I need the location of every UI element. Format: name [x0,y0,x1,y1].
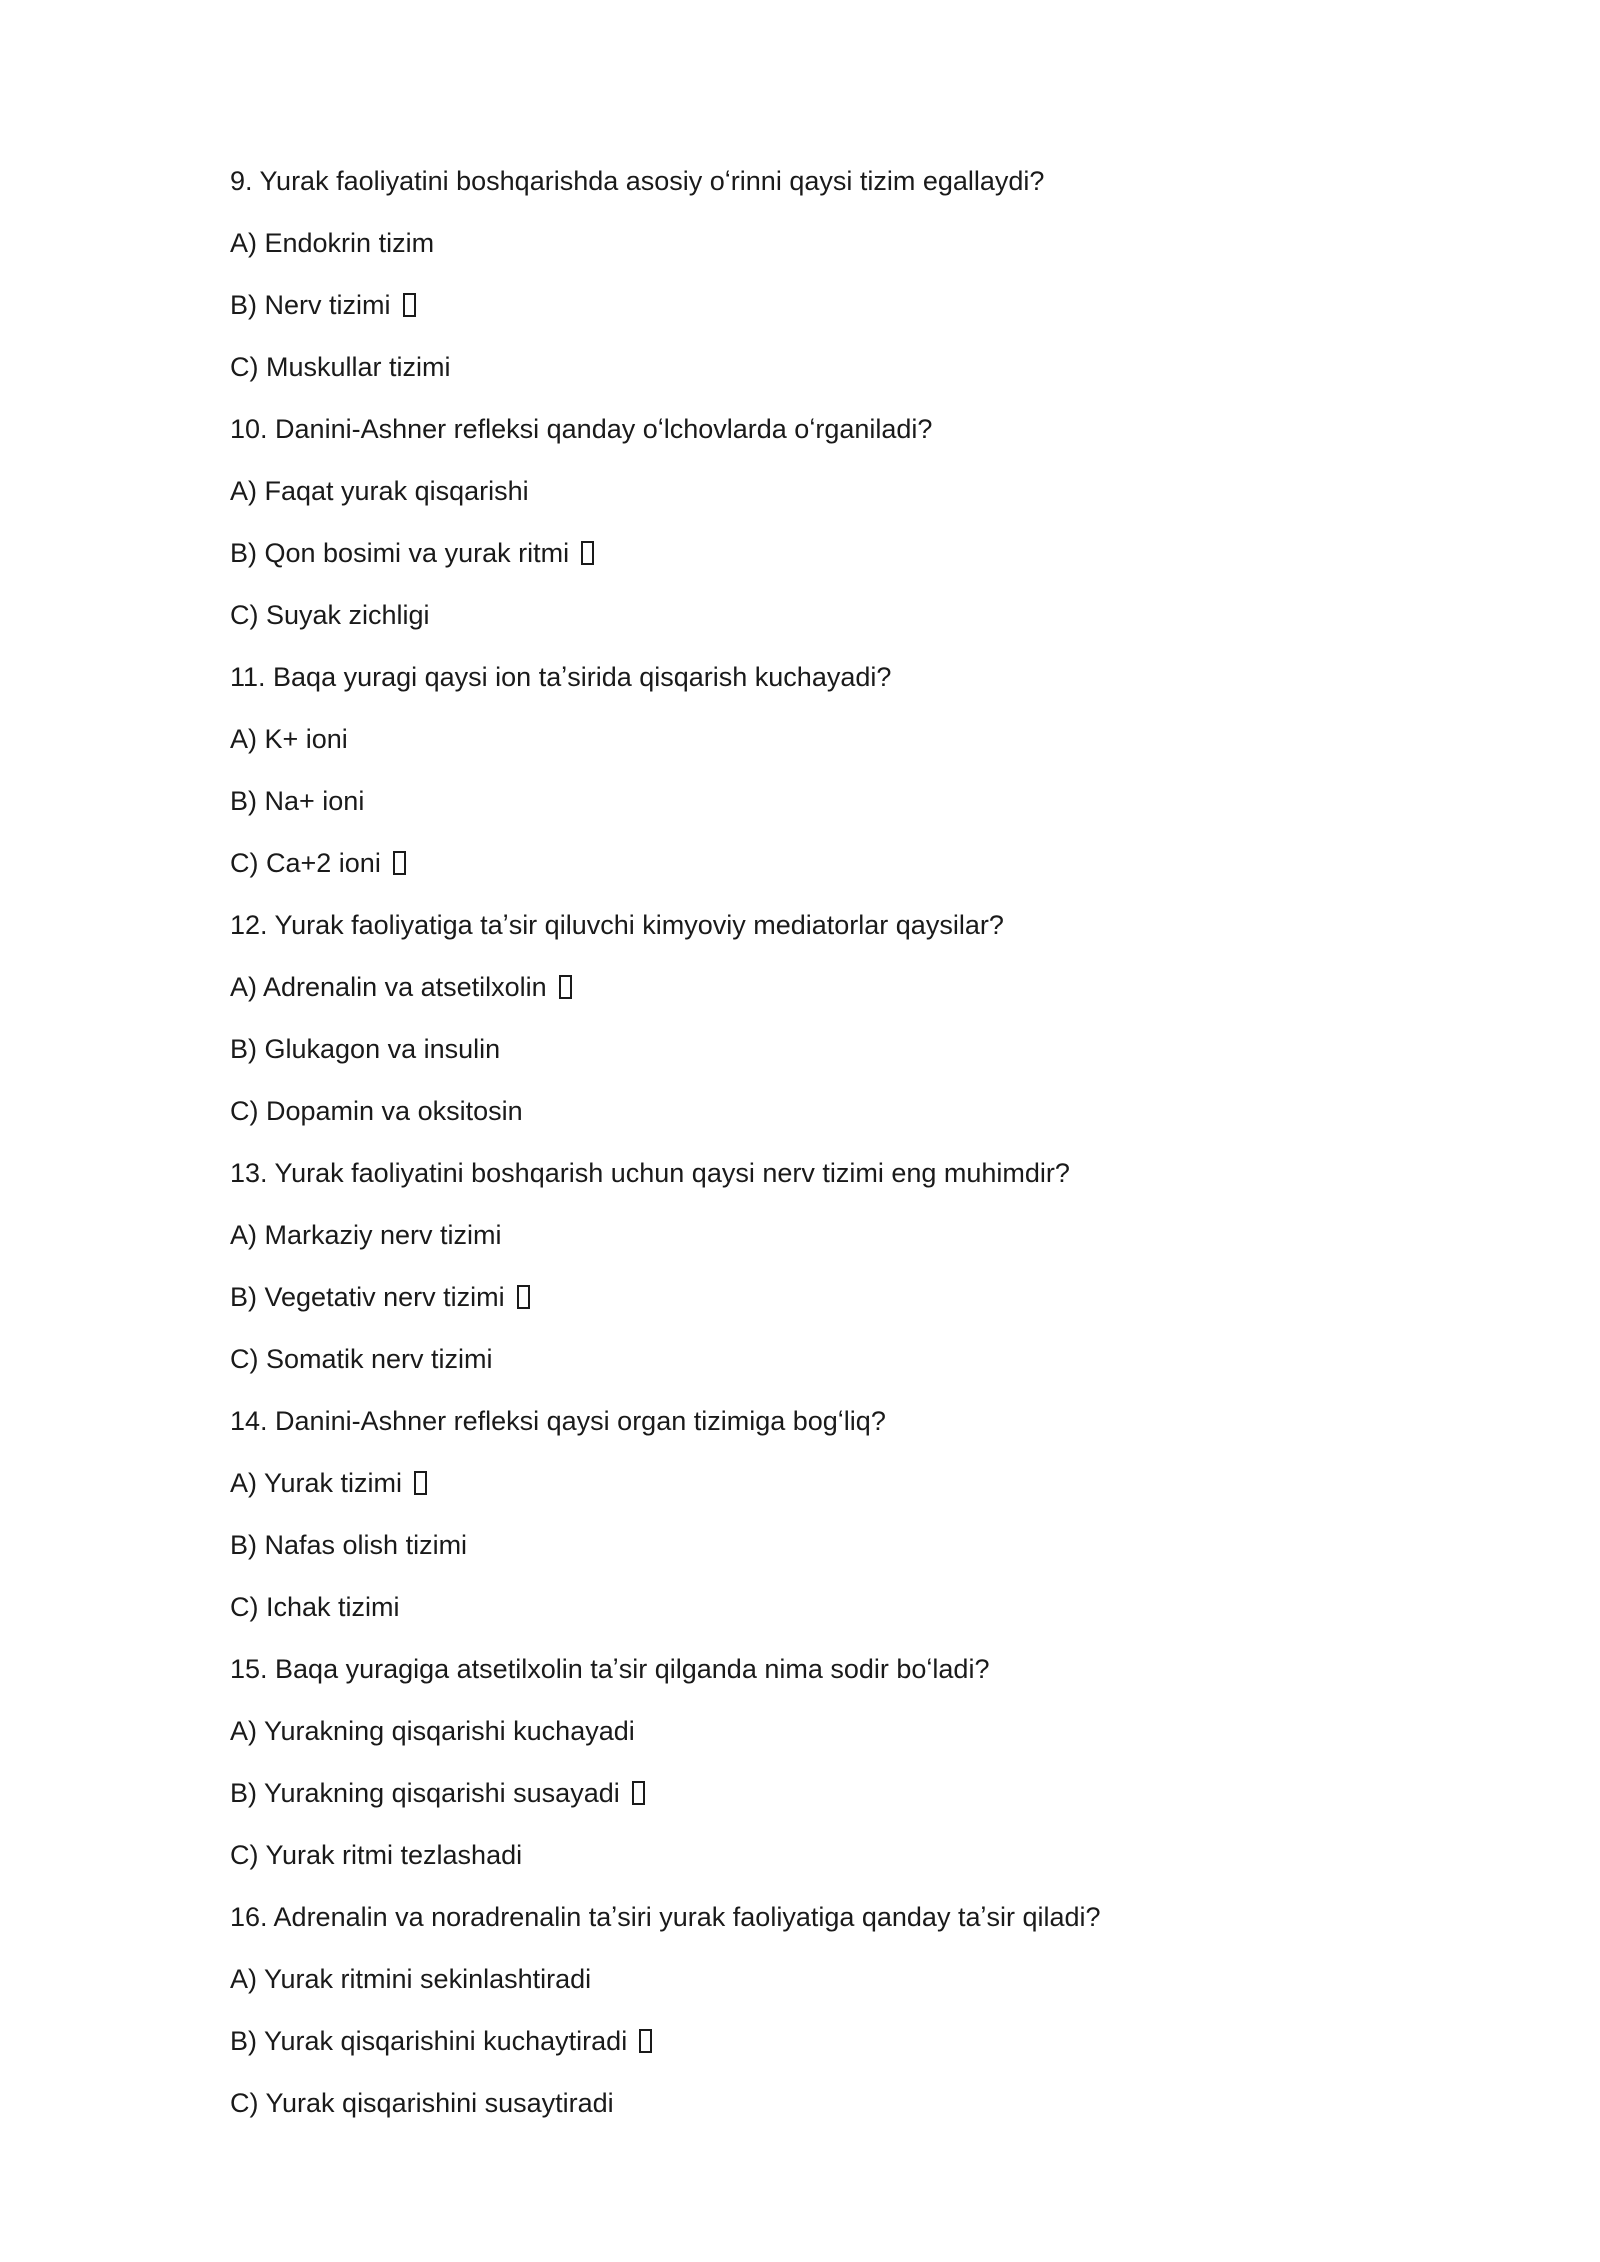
question-text [230,1142,1430,1204]
answer-option [230,1948,1430,2010]
question-text [230,894,1430,956]
correct-answer-mark-icon [403,293,416,317]
question-label: 10. Danini-Ashner refleksi qanday oʻlchovlarda oʻrganiladi? [230,413,933,444]
answer-option [230,1204,1430,1266]
answer-option [230,770,1430,832]
question-text [230,150,1430,212]
answer-option-label: A) Faqat yurak qisqarishi [230,475,529,506]
answer-option-label: B) Nerv tizimi [230,289,391,320]
correct-answer-mark-icon [581,541,594,565]
answer-option-label: B) Nafas olish tizimi [230,1529,468,1560]
answer-option [230,832,1430,894]
answer-option-label: C) Muskullar tizimi [230,351,451,382]
correct-answer-mark-icon [559,975,572,999]
answer-option [230,1514,1430,1576]
answer-option-label: C) Suyak zichligi [230,599,430,630]
correct-answer-mark-icon [632,1781,645,1805]
answer-option-label: C) Dopamin va oksitosin [230,1095,523,1126]
answer-option-label: A) Yurak tizimi [230,1467,403,1498]
answer-option-label: B) Yurakning qisqarishi susayadi [230,1777,620,1808]
correct-answer-mark-icon [414,1471,427,1495]
answer-option-label: B) Yurak qisqarishini kuchaytiradi [230,2025,628,2056]
answer-option [230,522,1430,584]
answer-option-label: A) Yurakning qisqarishi kuchayadi [230,1715,635,1746]
answer-option-label: C) Yurak ritmi tezlashadi [230,1839,523,1870]
answer-option-label: C) Ca+2 ioni [230,847,381,878]
answer-option-label: A) Endokrin tizim [230,227,435,258]
answer-option-label: B) Vegetativ nerv tizimi [230,1281,505,1312]
correct-answer-mark-icon [639,2029,652,2053]
answer-option [230,212,1430,274]
answer-option [230,1700,1430,1762]
question-label: 16. Adrenalin va noradrenalin taʼsiri yurak faoliyatiga qanday taʼsir qiladi? [230,1901,1101,1932]
question-label: 15. Baqa yuragiga atsetilxolin taʼsir qilganda nima sodir boʻladi? [230,1653,990,1684]
answer-option [230,2072,1430,2134]
answer-option [230,336,1430,398]
answer-option [230,1452,1430,1514]
question-text [230,398,1430,460]
answer-option-label: A) Yurak ritmini sekinlashtiradi [230,1963,592,1994]
answer-option [230,956,1430,1018]
answer-option [230,460,1430,522]
answer-option-label: C) Ichak tizimi [230,1591,400,1622]
answer-option [230,1576,1430,1638]
correct-answer-mark-icon [393,851,406,875]
answer-option-label: A) Markaziy nerv tizimi [230,1219,502,1250]
question-label: 9. Yurak faoliyatini boshqarishda asosiy oʻrinni qaysi tizim egallaydi? [230,165,1045,196]
question-label: 13. Yurak faoliyatini boshqarish uchun qaysi nerv tizimi eng muhimdir? [230,1157,1070,1188]
correct-answer-mark-icon [517,1285,530,1309]
answer-option [230,274,1430,336]
answer-option [230,1762,1430,1824]
question-text [230,646,1430,708]
answer-option-label: B) Na+ ioni [230,785,365,816]
question-text [230,1886,1430,1948]
answer-option-label: B) Glukagon va insulin [230,1033,501,1064]
answer-option [230,1266,1430,1328]
answer-option-label: A) Adrenalin va atsetilxolin [230,971,547,1002]
answer-option [230,708,1430,770]
answer-option-label: C) Yurak qisqarishini susaytiradi [230,2087,614,2118]
answer-option [230,1080,1430,1142]
question-list [230,150,1430,2134]
question-text [230,1390,1430,1452]
answer-option [230,1824,1430,1886]
answer-option-label: C) Somatik nerv tizimi [230,1343,493,1374]
answer-option-label: A) K+ ioni [230,723,348,754]
answer-option [230,1018,1430,1080]
question-label: 14. Danini-Ashner refleksi qaysi organ tizimiga bogʻliq? [230,1405,886,1436]
question-text [230,1638,1430,1700]
answer-option-label: B) Qon bosimi va yurak ritmi [230,537,570,568]
answer-option [230,584,1430,646]
question-label: 12. Yurak faoliyatiga taʼsir qiluvchi kimyoviy mediatorlar qaysilar? [230,909,1004,940]
answer-option [230,2010,1430,2072]
answer-option [230,1328,1430,1390]
question-label: 11. Baqa yuragi qaysi ion taʼsirida qisqarish kuchayadi? [230,661,892,692]
